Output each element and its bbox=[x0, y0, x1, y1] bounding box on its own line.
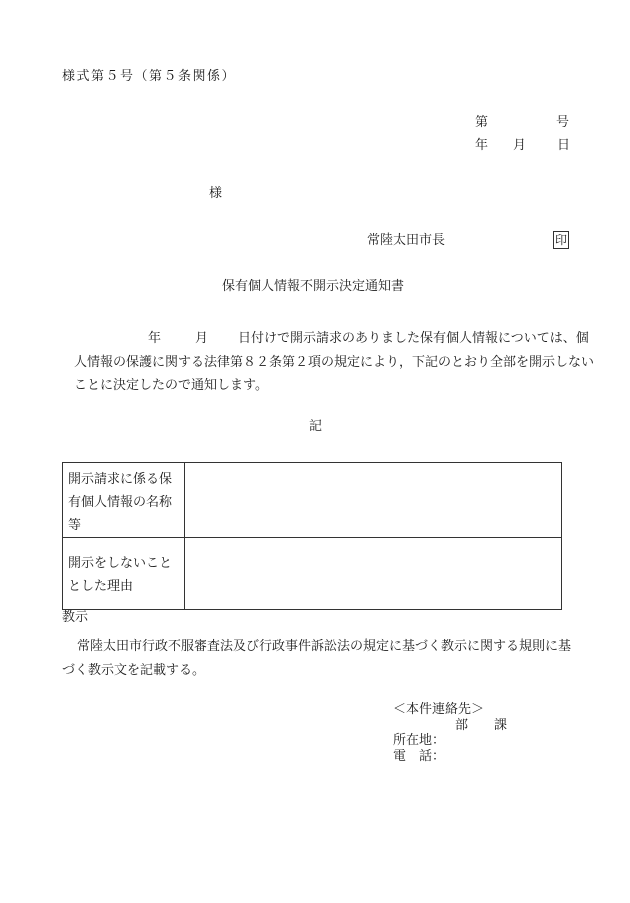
seal-mark: 印 bbox=[554, 233, 567, 247]
addressee-suffix: 様 bbox=[209, 186, 223, 201]
date-day-label: 日 bbox=[557, 138, 571, 153]
contact-dept-line bbox=[393, 718, 507, 734]
body-text: 日付けで開示請求のありました保有個人情報については、個人情報の保護に関する法律第８２条第２項の規定により，下記のとおり全部を開示しないことに決定したので通知します。 bbox=[74, 331, 595, 393]
row-value-reason bbox=[185, 538, 562, 610]
contact-address-label: 所在地： bbox=[393, 733, 446, 748]
contact-phone-label: 電 話： bbox=[393, 748, 446, 764]
contact-section-label: 課 bbox=[494, 717, 508, 733]
instruction-text-block bbox=[62, 635, 582, 682]
date-year-label: 年 bbox=[475, 138, 489, 153]
form-number: 様式第５号（第５条関係） bbox=[62, 69, 237, 84]
table-row bbox=[63, 463, 562, 538]
ki-heading: 記 bbox=[309, 419, 323, 434]
contact-heading: ＜本件連絡先＞ bbox=[393, 702, 485, 717]
row-label-info-name: 開示請求に係る保有個人情報の名称等 bbox=[63, 463, 185, 538]
document-title: 保有個人情報不開示決定通知書 bbox=[222, 279, 405, 294]
notice-body bbox=[74, 327, 594, 398]
instruction-heading: 教示 bbox=[62, 610, 89, 625]
issuer-name: 常陸太田市長 bbox=[367, 233, 446, 248]
body-month-label: 月 bbox=[195, 331, 209, 346]
table-row bbox=[63, 538, 562, 610]
document-number-suffix: 号 bbox=[556, 115, 570, 130]
details-table bbox=[62, 462, 562, 610]
row-label-reason: 開示をしないこととした理由 bbox=[63, 538, 185, 610]
document-number-label: 第 bbox=[475, 115, 489, 130]
issue-date bbox=[475, 139, 570, 152]
row-value-info-name bbox=[185, 463, 562, 538]
instruction-text: 常陸太田市行政不服審査法及び行政事件訴訟法の規定に基づく教示に関する規則に基づく教示文を記載する。 bbox=[62, 639, 572, 678]
contact-block bbox=[393, 702, 507, 764]
body-year-label: 年 bbox=[148, 331, 162, 346]
contact-dept-label: 部 bbox=[455, 717, 469, 733]
date-month-label: 月 bbox=[513, 138, 527, 153]
